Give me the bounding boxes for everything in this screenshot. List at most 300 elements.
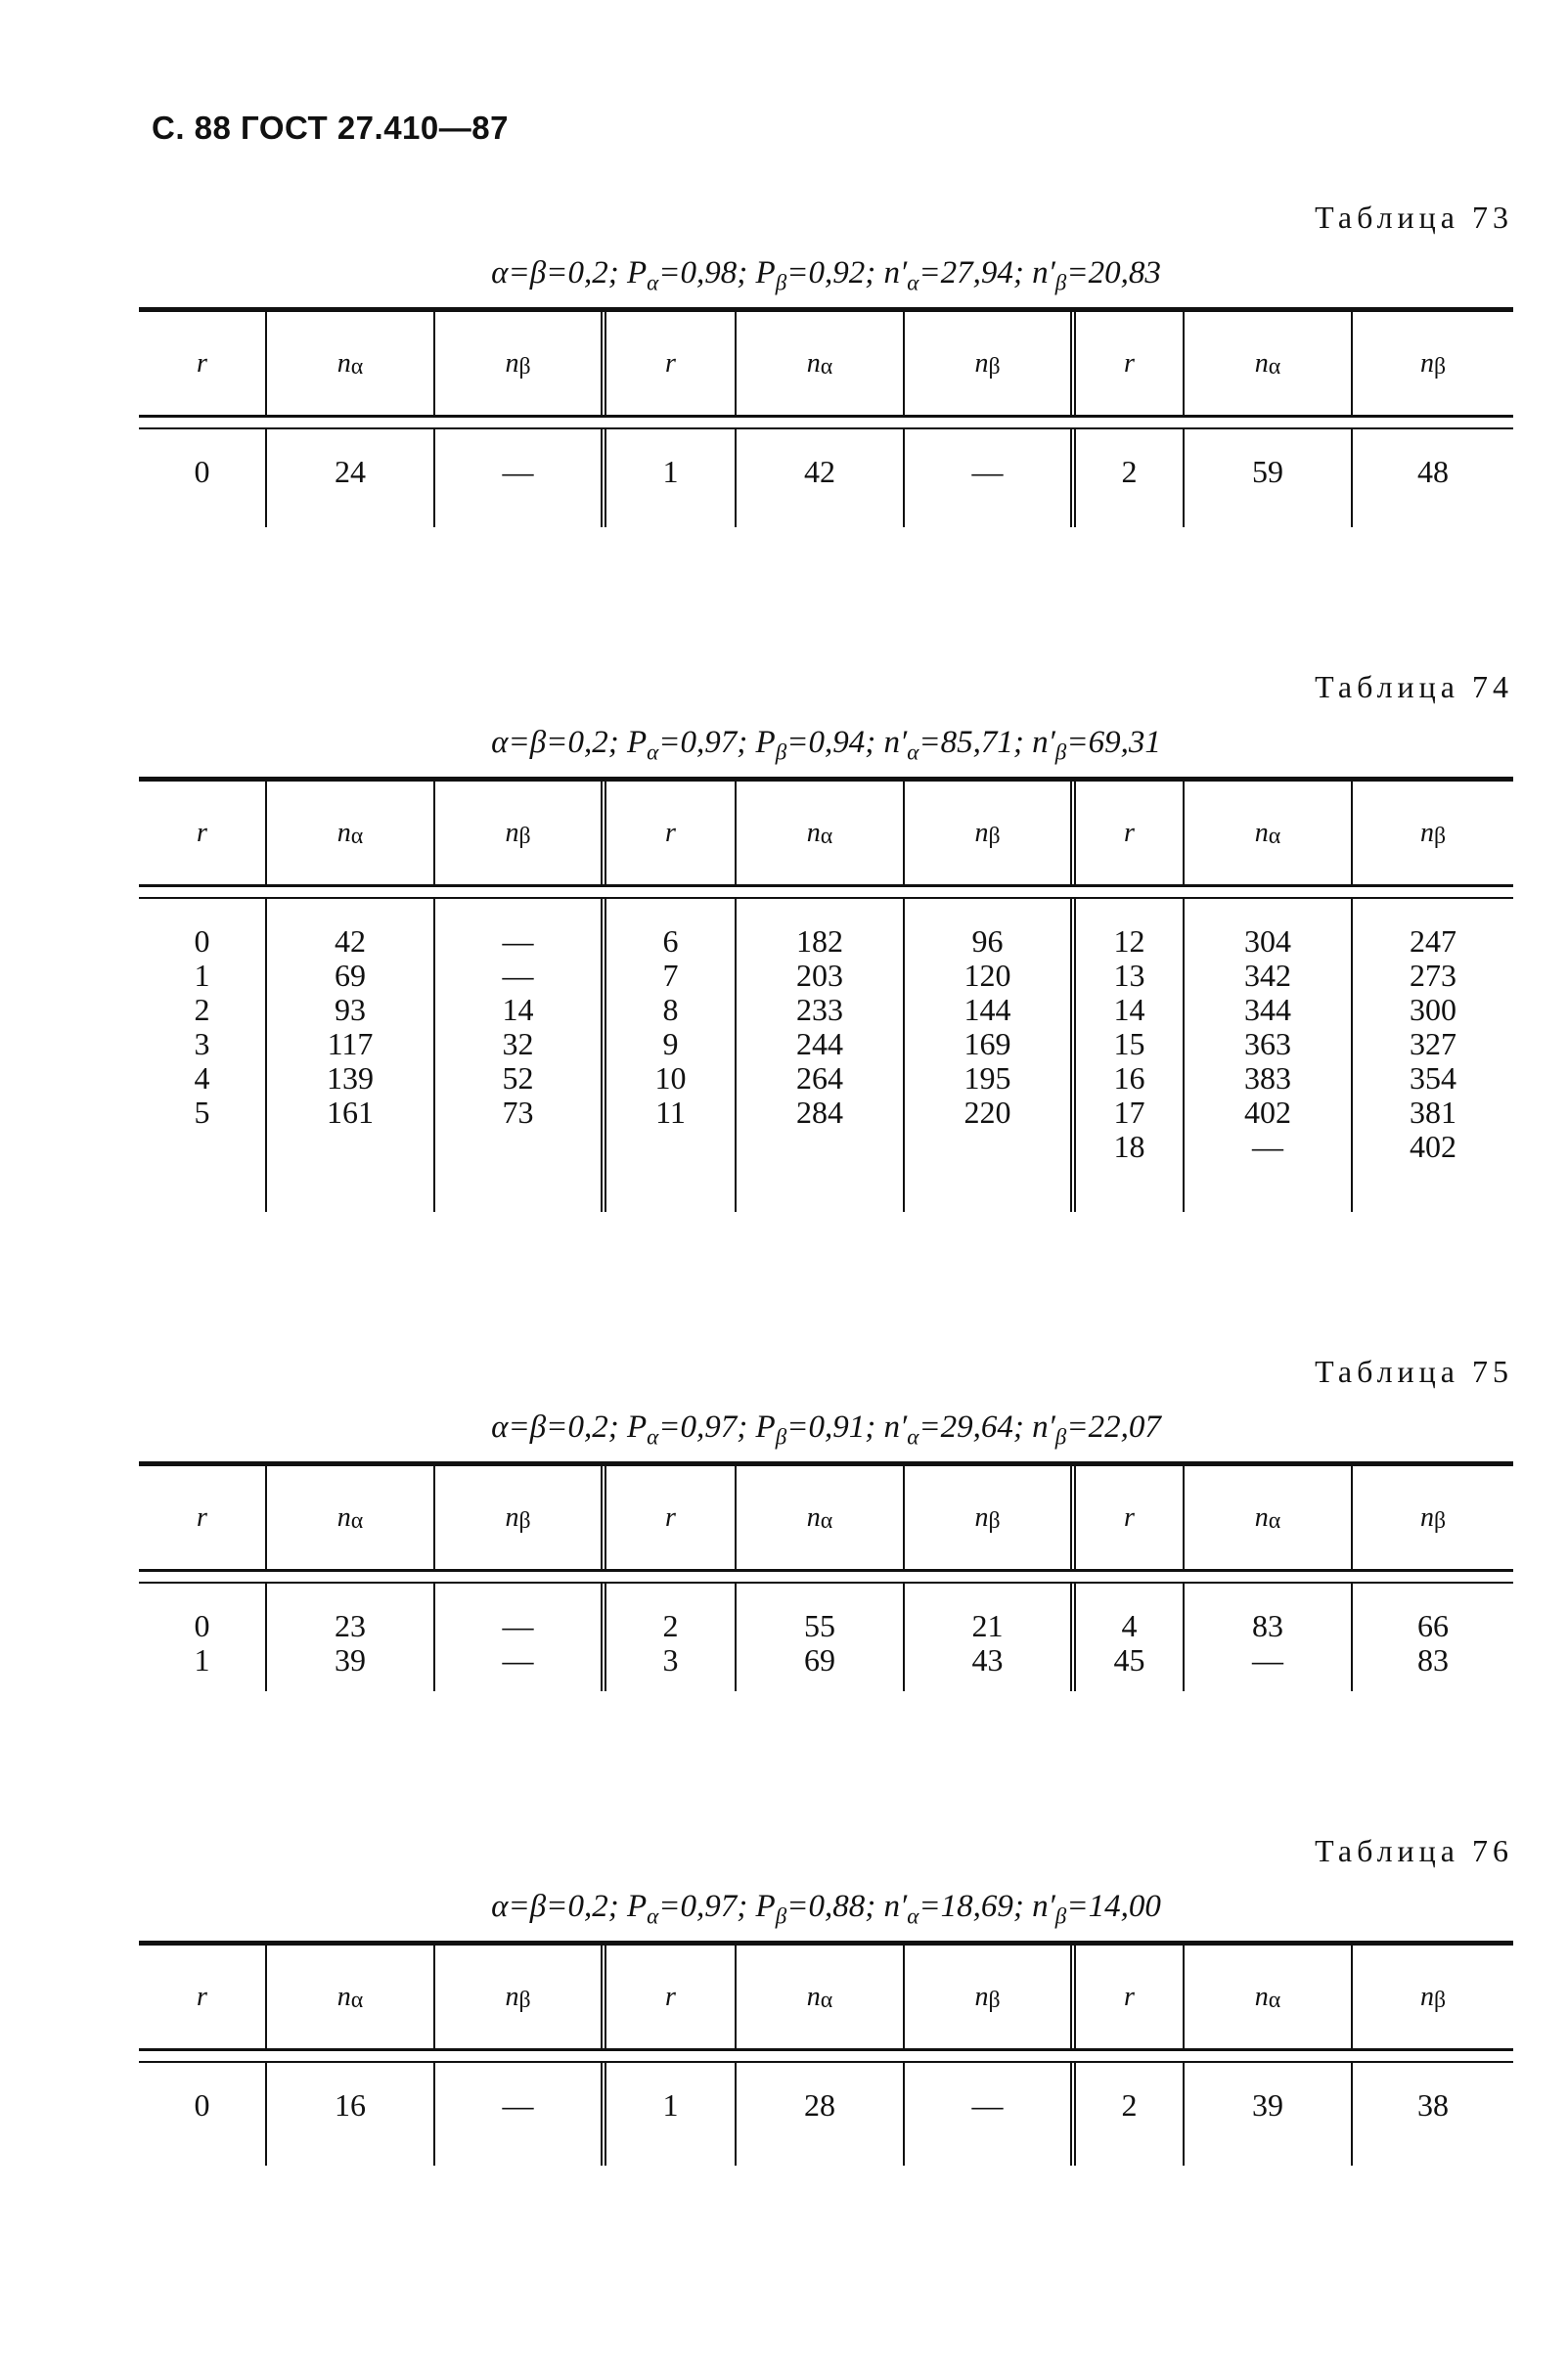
- table-cell: 66: [1417, 1608, 1449, 1643]
- header-beta: β: [988, 1988, 1001, 2013]
- table-block: [139, 1350, 1513, 1691]
- n-symbol: n: [1032, 255, 1049, 291]
- table-column: [903, 429, 1070, 527]
- table-cell: 28: [804, 2087, 835, 2123]
- table-cell: 73: [502, 1095, 534, 1130]
- column-header: [601, 782, 735, 884]
- table-cell: 0: [194, 1608, 210, 1643]
- column-header: [735, 312, 903, 415]
- table-cell: 9: [662, 1026, 679, 1061]
- alpha-symbol: α: [907, 1902, 919, 1929]
- header-r: r: [1124, 1982, 1135, 2012]
- table-cell: 38: [1417, 2087, 1449, 2123]
- table-cell: 69: [335, 958, 366, 993]
- table-cell: 161: [327, 1095, 374, 1130]
- header-n: n: [974, 1502, 989, 1533]
- column-header: [265, 1946, 433, 2048]
- table-cell: 402: [1410, 1129, 1456, 1164]
- column-header: [265, 312, 433, 415]
- column-header: [1351, 1466, 1513, 1569]
- header-beta: β: [518, 1508, 531, 1534]
- header-beta: β: [518, 824, 531, 849]
- table-cell: 117: [327, 1026, 374, 1061]
- column-header: [139, 312, 265, 415]
- table-cell: 13: [1113, 958, 1145, 993]
- header-r: r: [197, 818, 207, 848]
- page-header: С. 88 ГОСТ 27.410—87: [152, 110, 509, 146]
- param-n-prime-beta-value: =20,83: [1066, 255, 1161, 291]
- header-alpha: α: [820, 354, 833, 380]
- table-column: [1070, 1584, 1183, 1691]
- table-block: [139, 665, 1513, 1212]
- data-table: [139, 1461, 1513, 1691]
- column-header: [1183, 782, 1351, 884]
- header-alpha: α: [820, 1508, 833, 1534]
- n-symbol: n: [1032, 1410, 1049, 1445]
- table-params: [139, 1872, 1513, 1941]
- table-caption: Таблица 74: [1315, 669, 1513, 704]
- header-alpha: α: [350, 1508, 364, 1534]
- table-cell: 264: [796, 1060, 843, 1096]
- header-beta: β: [988, 824, 1001, 849]
- param-n-prime-alpha-value: =18,69;: [918, 1889, 1024, 1924]
- column-header: [735, 782, 903, 884]
- param-n-prime-beta-value: =69,31: [1066, 725, 1161, 760]
- table-cell: 55: [804, 1608, 835, 1643]
- table-header-rule: [139, 884, 1513, 899]
- table-cell: 39: [1252, 2087, 1283, 2123]
- table-column: [265, 2063, 433, 2166]
- table-cell: 2: [1121, 454, 1138, 489]
- table-column: [601, 429, 735, 527]
- header-n: n: [505, 1502, 519, 1533]
- header-r: r: [1124, 348, 1135, 379]
- param-n-prime-beta: $n'_\beta=20,83$: [1032, 255, 1161, 295]
- table-cell: —: [502, 1608, 534, 1643]
- table-column: [601, 899, 735, 1212]
- header-r: r: [665, 348, 676, 379]
- table-cell: 12: [1113, 923, 1145, 959]
- table-cell: 48: [1417, 454, 1449, 489]
- table-cell: 5: [194, 1095, 210, 1130]
- beta-symbol: β: [1054, 269, 1067, 295]
- table-cell: —: [1252, 1642, 1283, 1678]
- table-body-row: [139, 1584, 1513, 1691]
- table-cell: 39: [335, 1642, 366, 1678]
- header-alpha: α: [820, 1988, 833, 2013]
- beta-symbol: β: [1054, 1902, 1067, 1929]
- column-header: [139, 1946, 265, 2048]
- header-beta: β: [1433, 1988, 1447, 2013]
- table-cell: 69: [804, 1642, 835, 1678]
- param-p-alpha-value: =0,97;: [658, 1889, 748, 1924]
- table-cell: 363: [1244, 1026, 1291, 1061]
- header-alpha: α: [1268, 824, 1281, 849]
- table-cell: 32: [502, 1026, 534, 1061]
- table-cell: —: [502, 923, 534, 959]
- table-cell: 16: [1113, 1060, 1145, 1096]
- header-beta: β: [1433, 824, 1447, 849]
- param-n-prime-beta: $n'_\beta=14,00$: [1032, 1889, 1161, 1929]
- data-table: [139, 1941, 1513, 2166]
- param-p-beta: $P_\beta=0,88$;: [755, 1889, 876, 1929]
- table-cell: 7: [662, 958, 679, 993]
- table-cell: 59: [1252, 454, 1283, 489]
- column-header: [433, 782, 601, 884]
- column-header: [735, 1466, 903, 1569]
- param-p-beta-value: =0,91;: [786, 1410, 876, 1445]
- table-cell: 273: [1410, 958, 1456, 993]
- n-symbol: n: [1032, 725, 1049, 760]
- table-cell: 182: [796, 923, 843, 959]
- column-header: [1351, 312, 1513, 415]
- table-cell: —: [502, 454, 534, 489]
- header-r: r: [1124, 1502, 1135, 1533]
- header-r: r: [1124, 818, 1135, 848]
- table-header-row: [139, 782, 1513, 884]
- table-column: [735, 429, 903, 527]
- beta-symbol: β: [1054, 1423, 1067, 1450]
- beta-symbol: β: [1054, 738, 1067, 765]
- table-column: [1183, 899, 1351, 1212]
- table-cell: 11: [655, 1095, 686, 1130]
- header-n: n: [806, 1982, 821, 2012]
- alpha-symbol: α: [647, 1423, 659, 1450]
- table-caption: Таблица 76: [1315, 1833, 1513, 1868]
- column-header: [139, 1466, 265, 1569]
- param-n-prime-beta: $n'_\beta=69,31$: [1032, 725, 1161, 765]
- table-cell: 14: [1113, 992, 1145, 1027]
- table-column: [1351, 429, 1513, 527]
- param-p-beta-value: =0,92;: [786, 255, 876, 291]
- column-header: [903, 1466, 1070, 1569]
- table-cell: 2: [1121, 2087, 1138, 2123]
- beta-symbol: β: [775, 1423, 787, 1450]
- header-r: r: [665, 1502, 676, 1533]
- table-cell: 203: [796, 958, 843, 993]
- alpha-symbol: α: [907, 269, 919, 295]
- header-n: n: [1419, 348, 1434, 379]
- header-beta: β: [1433, 1508, 1447, 1534]
- table-cell: 21: [971, 1608, 1004, 1643]
- header-beta: β: [1433, 354, 1447, 380]
- table-cell: —: [502, 958, 534, 993]
- table-cell: 24: [335, 454, 366, 489]
- n-symbol: n: [883, 255, 900, 291]
- alpha-symbol: α: [647, 1902, 659, 1929]
- param-alpha-beta: α=β=0,2;: [491, 1889, 619, 1924]
- header-n: n: [1254, 1502, 1269, 1533]
- column-header: [139, 782, 265, 884]
- header-alpha: α: [350, 354, 364, 380]
- param-n-prime-alpha: $n'_\alpha=27,94$;: [883, 255, 1024, 295]
- header-r: r: [665, 1982, 676, 2012]
- header-n: n: [336, 1502, 351, 1533]
- table-cell: 0: [194, 923, 210, 959]
- table-cell: 4: [194, 1060, 210, 1096]
- table-column: [903, 1584, 1070, 1691]
- table-cell: 402: [1244, 1095, 1291, 1130]
- alpha-symbol: α: [647, 738, 659, 765]
- column-header: [1183, 312, 1351, 415]
- table-column: [265, 899, 433, 1212]
- table-column: [601, 1584, 735, 1691]
- param-p-alpha-value: =0,97;: [658, 725, 748, 760]
- header-r: r: [665, 818, 676, 848]
- column-header: [601, 1466, 735, 1569]
- param-p-beta: $P_\beta=0,92$;: [755, 255, 876, 295]
- column-header: [903, 1946, 1070, 2048]
- header-n: n: [806, 818, 821, 848]
- table-cell: 144: [963, 992, 1011, 1027]
- param-n-prime-beta: $n'_\beta=22,07$: [1032, 1410, 1161, 1450]
- table-cell: 342: [1244, 958, 1291, 993]
- param-p-alpha: $P_\alpha=0,97$;: [626, 1410, 748, 1450]
- table-cell: 52: [502, 1060, 534, 1096]
- column-header: [265, 1466, 433, 1569]
- column-header: [433, 1466, 601, 1569]
- table-cell: 96: [971, 923, 1004, 959]
- header-alpha: α: [1268, 1508, 1281, 1534]
- table-cell: 1: [194, 1642, 210, 1678]
- header-n: n: [974, 1982, 989, 2012]
- table-cell: 42: [804, 454, 835, 489]
- table-column: [433, 2063, 601, 2166]
- table-column: [1183, 2063, 1351, 2166]
- header-r: r: [197, 348, 207, 379]
- table-cell: 83: [1252, 1608, 1283, 1643]
- table-block: [139, 1829, 1513, 2166]
- table-cell: 83: [1417, 1642, 1449, 1678]
- table-cell: —: [971, 454, 1004, 489]
- table-header-rule: [139, 1569, 1513, 1584]
- table-cell: 300: [1410, 992, 1456, 1027]
- table-column: [735, 1584, 903, 1691]
- alpha-symbol: α: [647, 269, 659, 295]
- alpha-symbol: α: [907, 1423, 919, 1450]
- column-header: [1351, 1946, 1513, 2048]
- table-caption: Таблица 73: [1315, 200, 1513, 235]
- table-column: [903, 2063, 1070, 2166]
- data-table: [139, 307, 1513, 527]
- header-alpha: α: [350, 824, 364, 849]
- header-n: n: [806, 348, 821, 379]
- table-cell: 284: [796, 1095, 843, 1130]
- table-cell: 42: [335, 923, 366, 959]
- column-header: [265, 782, 433, 884]
- column-header: [903, 782, 1070, 884]
- table-cell: 1: [662, 2087, 679, 2123]
- header-n: n: [505, 818, 519, 848]
- beta-symbol: β: [775, 269, 787, 295]
- header-n: n: [974, 818, 989, 848]
- table-cell: 45: [1113, 1642, 1145, 1678]
- header-n: n: [806, 1502, 821, 1533]
- param-n-prime-alpha-value: =29,64;: [918, 1410, 1024, 1445]
- table-cell: 327: [1410, 1026, 1456, 1061]
- table-params: [139, 708, 1513, 777]
- table-column: [139, 1584, 265, 1691]
- table-header-rule: [139, 415, 1513, 429]
- table-column: [265, 1584, 433, 1691]
- table-params: [139, 1393, 1513, 1461]
- header-n: n: [974, 348, 989, 379]
- table-cell: 17: [1113, 1095, 1145, 1130]
- column-header: [1183, 1946, 1351, 2048]
- table-column: [735, 899, 903, 1212]
- table-column: [1351, 899, 1513, 1212]
- table-cell: 139: [327, 1060, 374, 1096]
- column-header: [1070, 1466, 1183, 1569]
- table-cell: 1: [194, 958, 210, 993]
- param-p-alpha: $P_\alpha=0,97$;: [626, 1889, 748, 1929]
- table-header-row: [139, 312, 1513, 415]
- table-column: [1183, 1584, 1351, 1691]
- table-cell: 14: [502, 992, 534, 1027]
- param-p-alpha-value: =0,98;: [658, 255, 748, 291]
- table-header-row: [139, 1466, 1513, 1569]
- param-p-alpha-value: =0,97;: [658, 1410, 748, 1445]
- table-cell: 3: [662, 1642, 679, 1678]
- param-p-beta: $P_\beta=0,91$;: [755, 1410, 876, 1450]
- table-cell: 304: [1244, 923, 1291, 959]
- table-column: [1070, 2063, 1183, 2166]
- column-header: [601, 312, 735, 415]
- header-beta: β: [518, 1988, 531, 2013]
- table-cell: 1: [662, 454, 679, 489]
- header-alpha: α: [1268, 1988, 1281, 2013]
- header-alpha: α: [350, 1988, 364, 2013]
- table-cell: 18: [1113, 1129, 1145, 1164]
- table-cell: 381: [1410, 1095, 1456, 1130]
- header-n: n: [336, 1982, 351, 2012]
- param-alpha-beta: α=β=0,2;: [491, 255, 619, 291]
- table-cell: —: [1252, 1129, 1283, 1164]
- table-column: [1351, 1584, 1513, 1691]
- table-cell: 383: [1244, 1060, 1291, 1096]
- table-header-row: [139, 1946, 1513, 2048]
- header-beta: β: [518, 354, 531, 380]
- table-cell: 195: [963, 1060, 1011, 1096]
- data-table: [139, 777, 1513, 1212]
- alpha-symbol: α: [907, 738, 919, 765]
- table-cell: 10: [654, 1060, 687, 1096]
- table-caption: Таблица 75: [1315, 1354, 1513, 1389]
- param-n-prime-beta-value: =22,07: [1066, 1410, 1161, 1445]
- param-n-prime-alpha: $n'_\alpha=18,69$;: [883, 1889, 1024, 1929]
- column-header: [1070, 1946, 1183, 2048]
- table-body-row: [139, 899, 1513, 1212]
- param-n-prime-alpha: $n'_\alpha=85,71$;: [883, 725, 1024, 765]
- header-n: n: [1419, 818, 1434, 848]
- beta-symbol: β: [775, 738, 787, 765]
- param-p-beta-value: =0,88;: [786, 1889, 876, 1924]
- table-cell: 0: [194, 454, 210, 489]
- table-column: [433, 1584, 601, 1691]
- table-header-rule: [139, 2048, 1513, 2063]
- header-n: n: [505, 1982, 519, 2012]
- table-cell: 2: [662, 1608, 679, 1643]
- param-p-beta-value: =0,94;: [786, 725, 876, 760]
- table-column: [601, 2063, 735, 2166]
- param-p-beta: $P_\beta=0,94$;: [755, 725, 876, 765]
- table-column: [1351, 2063, 1513, 2166]
- table-cell: 169: [963, 1026, 1011, 1061]
- table-cell: 8: [662, 992, 679, 1027]
- param-p-alpha: $P_\alpha=0,97$;: [626, 725, 748, 765]
- table-cell: 220: [963, 1095, 1011, 1130]
- table-body-row: [139, 2063, 1513, 2166]
- header-alpha: α: [1268, 354, 1281, 380]
- table-column: [1183, 429, 1351, 527]
- table-cell: 16: [335, 2087, 366, 2123]
- table-cell: 6: [662, 923, 679, 959]
- table-cell: 2: [194, 992, 210, 1027]
- n-symbol: n: [883, 725, 900, 760]
- header-n: n: [1254, 818, 1269, 848]
- table-cell: 93: [335, 992, 366, 1027]
- table-cell: 344: [1244, 992, 1291, 1027]
- table-cell: 15: [1113, 1026, 1145, 1061]
- header-n: n: [1419, 1982, 1434, 2012]
- table-params: [139, 239, 1513, 307]
- param-p-alpha: $P_\alpha=0,98$;: [626, 255, 748, 295]
- table-cell: 354: [1410, 1060, 1456, 1096]
- table-column: [139, 2063, 265, 2166]
- table-block: [139, 196, 1513, 527]
- table-cell: 0: [194, 2087, 210, 2123]
- table-column: [735, 2063, 903, 2166]
- header-beta: β: [988, 354, 1001, 380]
- n-symbol: n: [883, 1889, 900, 1924]
- table-column: [139, 429, 265, 527]
- table-body-row: [139, 429, 1513, 527]
- table-cell: —: [502, 2087, 534, 2123]
- header-n: n: [336, 348, 351, 379]
- param-n-prime-alpha-value: =85,71;: [918, 725, 1024, 760]
- table-cell: 23: [335, 1608, 366, 1643]
- table-cell: —: [971, 2087, 1004, 2123]
- column-header: [433, 1946, 601, 2048]
- header-n: n: [1419, 1502, 1434, 1533]
- table-cell: 233: [796, 992, 843, 1027]
- table-column: [433, 429, 601, 527]
- table-column: [1070, 899, 1183, 1212]
- header-r: r: [197, 1982, 207, 2012]
- header-n: n: [505, 348, 519, 379]
- table-cell: 120: [963, 958, 1011, 993]
- table-column: [903, 899, 1070, 1212]
- table-column: [265, 429, 433, 527]
- column-header: [1183, 1466, 1351, 1569]
- header-beta: β: [988, 1508, 1001, 1534]
- param-n-prime-alpha: $n'_\alpha=29,64$;: [883, 1410, 1024, 1450]
- n-symbol: n: [883, 1410, 900, 1445]
- param-n-prime-beta-value: =14,00: [1066, 1889, 1161, 1924]
- header-alpha: α: [820, 824, 833, 849]
- header-n: n: [336, 818, 351, 848]
- column-header: [1351, 782, 1513, 884]
- param-alpha-beta: α=β=0,2;: [491, 725, 619, 760]
- table-cell: —: [502, 1642, 534, 1678]
- header-n: n: [1254, 348, 1269, 379]
- header-r: r: [197, 1502, 207, 1533]
- beta-symbol: β: [775, 1902, 787, 1929]
- column-header: [735, 1946, 903, 2048]
- column-header: [601, 1946, 735, 2048]
- column-header: [1070, 782, 1183, 884]
- column-header: [433, 312, 601, 415]
